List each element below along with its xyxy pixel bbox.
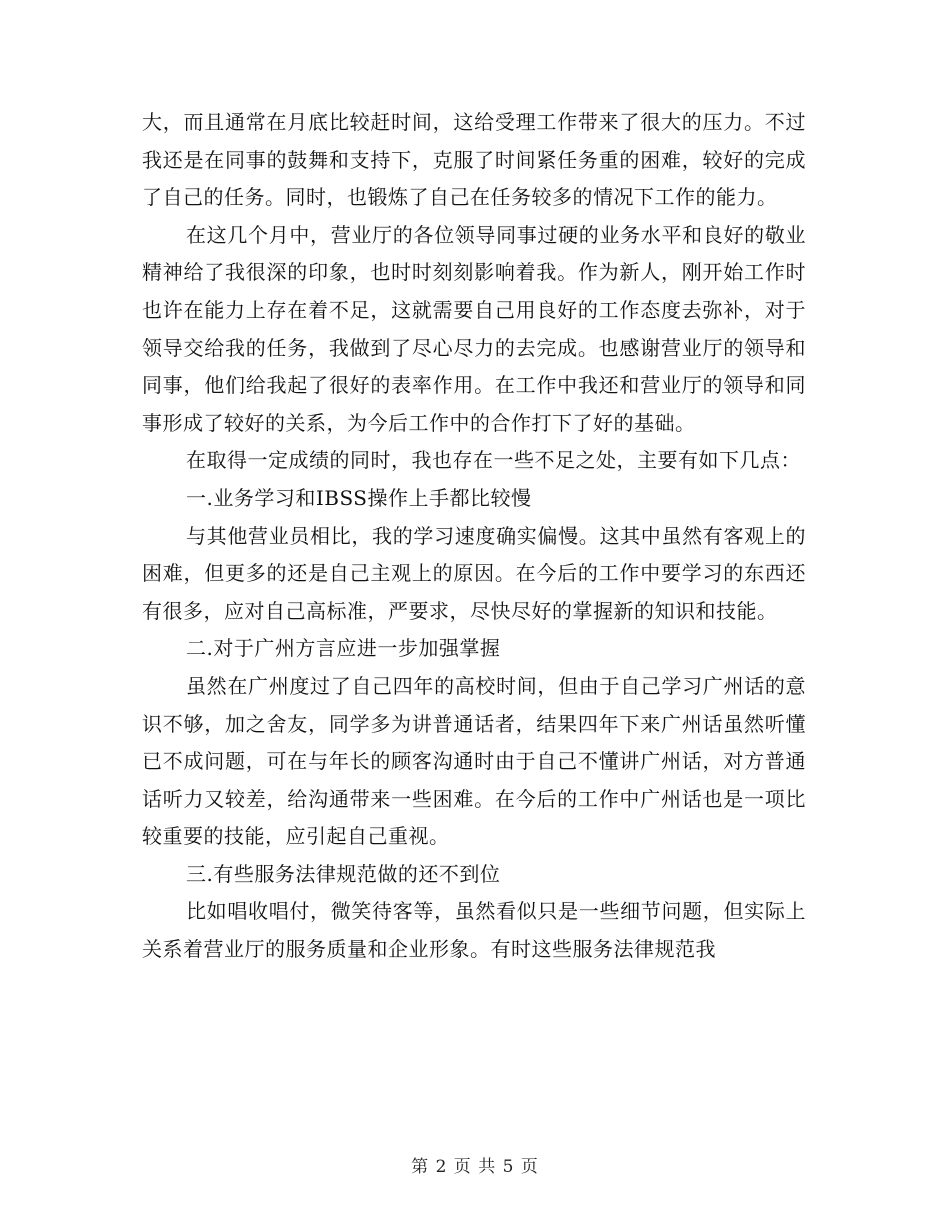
paragraph-body: 与其他营业员相比，我的学习速度确实偏慢。这其中虽然有客观上的困难，但更多的还是自己主观上的原因。在今后的工作中要学习的东西还有很多，应对自己高标准，严要求，尽快尽好的掌握新的知识和技能。 [142, 523, 806, 623]
paragraph-body: 比如唱收唱付，微笑待客等，虽然看似只是一些细节问题，但实际上关系着营业厅的服务质量和企业形象。有时这些服务法律规范我 [142, 899, 806, 962]
paragraph-body: 在这几个月中，营业厅的各位领导同事过硬的业务水平和良好的敬业精神给了我很深的印象，也时时刻刻影响着我。作为新人，刚开始工作时也许在能力上存在着不足，这就需要自己用良好的工作态度去弥补，对于领导交给我的任务，我做到了尽心尽力的去完成。也感谢营业厅的领导和同事，他们给我起了很好的表率作用。在工作中我还和营业厅的领导和同事形成了较好的关系，为今后工作中的合作打下了好的基础。 [142, 222, 806, 435]
paragraph-body: 虽然在广州度过了自己四年的高校时间，但由于自己学习广州话的意识不够，加之舍友，同学多为讲普通话者，结果四年下来广州话虽然听懂已不成问题，可在与年长的顾客沟通时由于自己不懂讲广州话，对方普通话听力又较差，给沟通带来一些困难。在今后的工作中广州话也是一项比较重要的技能，应引起自己重视。 [142, 673, 806, 849]
document-body [142, 104, 806, 969]
paragraph-continuation: 大，而且通常在月底比较赶时间，这给受理工作带来了很大的压力。不过我还是在同事的鼓舞和支持下，克服了时间紧任务重的困难，较好的完成了自己的任务。同时，也锻炼了自己在任务较多的情况下工作的能力。 [142, 110, 806, 210]
section-heading-2: 二.对于广州方言应进一步加强掌握 [186, 636, 501, 661]
page-number-footer: 第 2 页 共 5 页 [411, 1157, 539, 1177]
section-heading-1: 一.业务学习和IBSS操作上手都比较慢 [186, 485, 532, 510]
section-heading-3: 三.有些服务法律规范做的还不到位 [186, 861, 501, 886]
paragraph-body: 在取得一定成绩的同时，我也存在一些不足之处，主要有如下几点： [186, 448, 801, 473]
